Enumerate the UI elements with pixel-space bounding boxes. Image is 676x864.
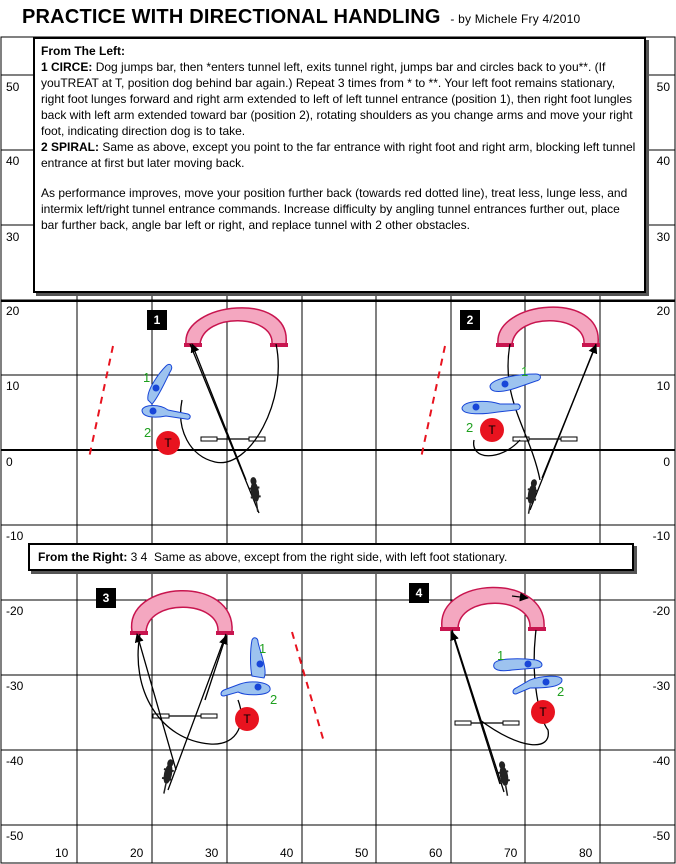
y-tick-left: 20 (6, 304, 20, 318)
handler-2 (462, 374, 541, 414)
x-tick: 80 (579, 846, 593, 860)
position-2-label: 2 (557, 684, 565, 699)
left-heading: From The Left: (41, 44, 125, 58)
x-tick: 70 (504, 846, 518, 860)
diagram-1 (89, 308, 288, 513)
spiral-paragraph (41, 139, 638, 171)
dog-path-1 (181, 344, 279, 513)
y-tick-right: -30 (652, 679, 670, 693)
title-text: PRACTICE WITH DIRECTIONAL HANDLING (22, 6, 441, 28)
x-tick: 50 (355, 846, 369, 860)
position-1-label: 1 (259, 641, 267, 656)
right-numbers: 3 4 (130, 550, 148, 564)
y-tick-right: 50 (656, 80, 670, 94)
y-tick-left: 50 (6, 80, 20, 94)
diagram-label-2: 2 (460, 310, 480, 330)
byline: - by Michele Fry 4/2010 (450, 12, 581, 26)
circe-paragraph (41, 59, 638, 139)
y-tick-right: -10 (652, 529, 670, 543)
y-tick-left: -20 (6, 604, 24, 618)
dog-2 (524, 478, 540, 514)
tunnel-1 (186, 308, 286, 344)
treat-marker-3: T (235, 707, 259, 731)
y-tick-left: 0 (6, 455, 13, 469)
diagram-4 (440, 587, 565, 796)
y-tick-left: 10 (6, 379, 20, 393)
y-tick-left: -50 (6, 829, 24, 843)
y-tick-left: 40 (6, 154, 20, 168)
circe-text: Dog jumps bar, then *enters tunnel left, exits tunnel right, jumps bar and circles back to you**. (If youTREAT at T, position dog behind bar again.) Repeat 3 times from * to **. Your left foot remains stationary, right foot lunges forward and right arm extended to left of left tunnel entrance (position 1), then right foot lungles back with left arm extended toward bar (position 2), rotating shoulders as you change arms and move your right foot, indicating direction dog is to take. (41, 60, 633, 138)
dog-1 (248, 476, 263, 512)
position-1-label: 1 (143, 370, 151, 385)
position-1-label: 1 (497, 648, 505, 663)
spiral-label: 2 SPIRAL: (41, 140, 100, 154)
position-2-label: 2 (144, 425, 152, 440)
tunnel-3 (132, 591, 233, 632)
y-tick-right: 30 (656, 230, 670, 244)
y-tick-left: -10 (6, 529, 24, 543)
right-heading: From the Right: (38, 550, 128, 564)
improve-paragraph: As performance improves, move your position further back (towards red dotted line), treat less, lunge less, and intermix left/right tunnel entrance commands. Increase difficulty by angling tunnel entrances further out, place bar further back, angle bar left or right, and replace tunnel with 2 other obstacles. (41, 186, 628, 232)
y-tick-right: 0 (663, 455, 670, 469)
x-tick: 10 (55, 846, 69, 860)
tunnel-2 (498, 307, 598, 344)
spiral-text: Same as above, except you point to the far entrance with right foot and right arm, blocking left tunnel entrance at first but later moving back. (41, 140, 636, 170)
handler-4 (494, 659, 562, 694)
diagram-label-4: 4 (409, 583, 429, 603)
position-2-label: 2 (270, 692, 278, 707)
diagram-2 (421, 307, 600, 514)
y-tick-left: -40 (6, 754, 24, 768)
diagram-label-3: 3 (96, 588, 116, 608)
instructions-right-box (28, 543, 634, 571)
y-tick-right: 10 (656, 379, 670, 393)
x-tick: 30 (205, 846, 219, 860)
y-tick-left: -30 (6, 679, 24, 693)
x-tick: 40 (280, 846, 294, 860)
y-tick-right: -50 (652, 829, 670, 843)
circe-label: 1 CIRCE: (41, 60, 93, 74)
y-tick-right: -20 (652, 604, 670, 618)
bar-jump-2 (513, 437, 577, 441)
y-tick-left: 30 (6, 230, 20, 244)
treat-marker-1: T (156, 431, 180, 455)
dog-path-3 (138, 634, 241, 790)
red-dotted-line-2 (421, 346, 445, 458)
red-dotted-line-1 (89, 346, 113, 458)
tunnel-4 (442, 587, 544, 628)
instructions-left-box (33, 37, 646, 293)
y-tick-right: -40 (652, 754, 670, 768)
treat-marker-4: T (531, 700, 555, 724)
x-tick: 20 (130, 846, 144, 860)
y-tick-right: 20 (656, 304, 670, 318)
treat-marker-2: T (480, 418, 504, 442)
y-tick-right: 40 (656, 154, 670, 168)
position-2-label: 2 (466, 420, 474, 435)
bar-jump-3 (153, 714, 217, 718)
red-dotted-line-3 (292, 632, 324, 742)
right-text: Same as above, except from the right side, with left foot stationary. (154, 550, 508, 564)
position-1-label: 1 (521, 364, 529, 379)
x-tick: 60 (429, 846, 443, 860)
diagram-label-1: 1 (147, 310, 167, 330)
